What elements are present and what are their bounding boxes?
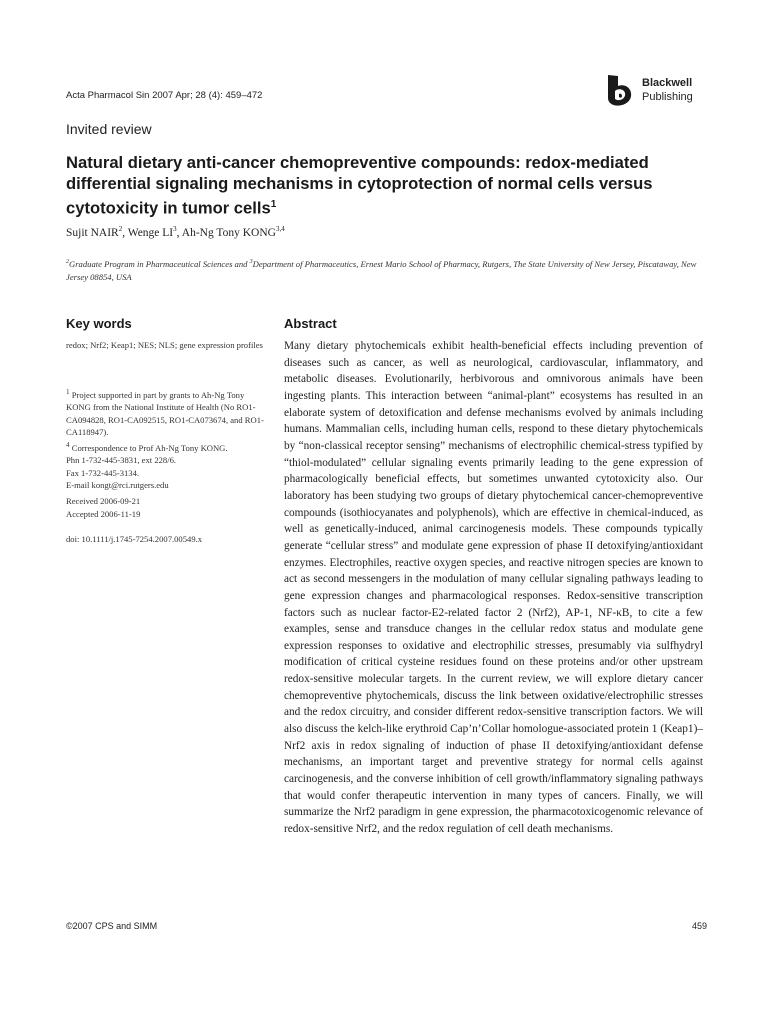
affiliation-sup: 2: [66, 259, 69, 265]
article-type: Invited review: [66, 121, 152, 137]
affiliation-text: Department of Pharmaceutics, Ernest Mario School of Pharmacy, Rutgers, The State University of New Jersey, Piscataway, New Jersey 08854, USA: [66, 258, 697, 283]
contact-phone: Phn 1-732-445-3831, ext 228/6.: [66, 455, 177, 466]
affiliation-sup: 3: [249, 259, 253, 265]
affiliation: [66, 256, 716, 285]
author-sup: 3: [173, 225, 177, 233]
contact-fax: Fax 1-732-445-3134.: [66, 467, 140, 478]
author-name: Ah-Ng Tony KONG: [181, 226, 276, 239]
publisher-name-line2: Publishing: [642, 91, 693, 103]
author-name: Sujit NAIR: [66, 226, 119, 239]
title-footnote-marker: 1: [270, 199, 277, 210]
page-number: 459: [691, 921, 707, 931]
keywords-heading: Key words: [66, 316, 132, 331]
footnote-funding-text: Project supported in part by grants to Ah-Ng Tony KONG from the National Institute of Health (No RO1-CA094828, RO1-CA092515, RO1-CA073674, and RO1-CA118947).: [66, 389, 264, 438]
copyright: ©2007 CPS and SIMM: [66, 921, 158, 931]
footnote-sup: 1: [66, 388, 70, 396]
footnote-correspondence-text: Correspondence to Prof Ah-Ng Tony KONG.: [69, 442, 228, 453]
received-date: Received 2006-09-21: [66, 496, 141, 506]
author-sup: 3,4: [275, 225, 285, 233]
publisher-logo-block: [602, 72, 712, 108]
article-title-text: Natural dietary anti-cancer chemopreventive compounds: redox-mediated differential signaling mechanisms in cytoprotection of normal cells versus cytotoxicity in tumor cells: [66, 153, 653, 218]
contact-email: E-mail kongt@rci.rutgers.edu: [66, 480, 169, 491]
author-sup: 2: [118, 225, 123, 233]
footnote-correspondence: [66, 439, 266, 454]
doi-text: doi: 10.1111/j.1745-7254.2007.00549.x: [66, 534, 203, 544]
journal-reference: Acta Pharmacol Sin 2007 Apr; 28 (4): 459–472: [66, 90, 263, 101]
blackwell-logo-icon: [602, 72, 638, 108]
keywords-list: [66, 339, 266, 352]
footnote-funding: [66, 386, 266, 439]
publisher-name-line1: Blackwell: [642, 77, 693, 89]
abstract-heading: Abstract: [284, 316, 337, 331]
article-dates: [66, 495, 266, 520]
accepted-date: Accepted 2006-11-19: [66, 508, 141, 519]
doi: [66, 533, 266, 546]
article-title: [66, 152, 716, 219]
keywords-text: redox; Nrf2; Keap1; NES; NLS; gene expression profiles: [66, 340, 263, 350]
footnote-sup: 4: [66, 440, 70, 449]
footnotes: [66, 386, 266, 492]
abstract-text: Many dietary phytochemicals exhibit health-beneficial effects including prevention of diseases such as cancer, as well as neurological, cardiovascular, inflammatory, and metabolic diseases. Evolutionarily, herbivorous and omnivorous animals have been ingesting plants. This interaction between “animal-plant” ecosystems has resulted in an elaborate system of detoxification and defense mechanisms evolved by animals including humans. Mammalian cells, including human cells, respond to these dietary phytochemicals by “non-classical receptor sensing” mechanisms of electrophilic chemical-stress typified by “thiol-modulated” cellular signaling events primarily leading to the gene expression of pharmacologically beneficial effects, but sometimes unwanted cytotoxicity also. Our laboratory has been studying two groups of dietary phytochemical cancer-chemopreventive compounds (isothiocyanates and polyphenols), which are effective in chemical-induced, as well as genetically-induced, animal carcinogenesis models. These compounds typically generate “cellular stress” and modulate gene expression of phase II detoxifying/antioxidant enzymes. Electrophiles, reactive oxygen species, and reactive nitrogen species are known to act as second messengers in the modulation of many cellular signaling pathways leading to gene expression changes and pharmacological responses. Redox-sensitive transcription factors such as nuclear factor-E2-related factor 2 (Nrf2), AP-1, NF-κB, to cite a few examples, sense and transduce changes in the cellular redox status and modulate gene expression responses to oxidative and electrophilic stresses, presumably via sulfhydryl modification of critical cysteine residues found on these proteins and/or other upstream redox-sensitive molecular targets. In the current review, we will explore dietary cancer chemopreventive phytochemicals, discuss the link between oxidative/electrophilic stresses and the redox circuitry, and consider different redox-sensitive transcription factors. We will also discuss the kelch-like erythroid Cap’n’Collar homologue-associated protein 1 (Keap1)–Nrf2 axis in redox signaling of induction of phase II detoxifying/antioxidant defense mechanisms, an important target and preventive strategy for normal cells against carcinogenesis, and the converse inhibition of cell growth/inflammatory signaling pathways that would confer therapeutic intervention in many types of cancers. Finally, we will summarize the Nrf2 paradigm in gene expression, the pharmacotoxicogenomic relevance of redox-sensitive Nrf2, and the redox regulation of cell death mechanisms.: [284, 340, 703, 836]
affiliation-text: Graduate Program in Pharmaceutical Sciences and: [69, 258, 250, 269]
author-name: Wenge LI: [127, 226, 174, 239]
author-list: Sujit NAIR$^2$, Wenge $LI^3$, Ah-Ng Tony KONG$^{3,4}$: [66, 225, 285, 239]
